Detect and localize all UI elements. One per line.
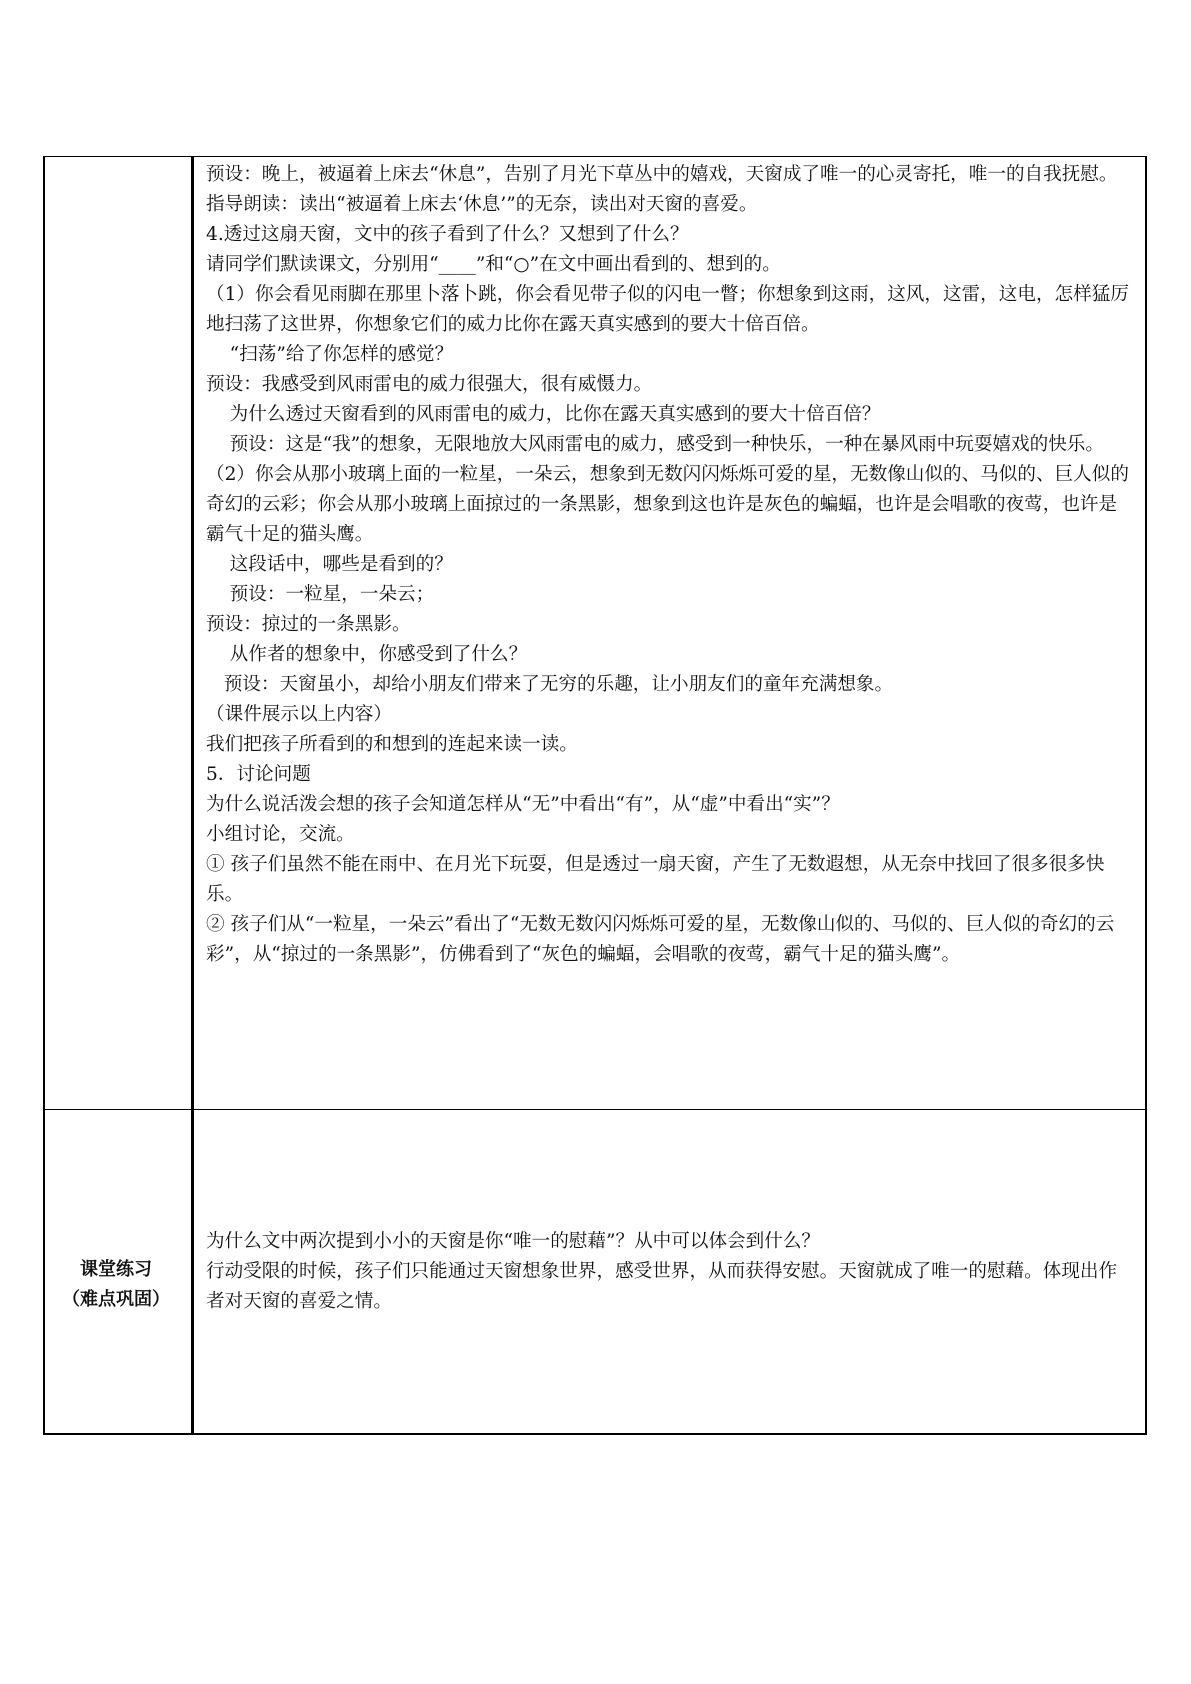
paragraph: （1）你会看见雨脚在那里卜落卜跳，你会看见带子似的闪电一瞥；你想象到这雨，这风，这雷，这电，怎样猛厉地扫荡了这世界，你想象它们的威力比你在露天真实感到的要大十倍百倍。 <box>206 284 1129 335</box>
paragraph: 预设：我感受到风雨雷电的威力很强大，很有威慑力。 <box>206 374 653 395</box>
paragraph: 预设：这是“我”的想象，无限地放大风雨雷电的威力，感受到一种快乐，一种在暴风雨中玩耍嬉戏的快乐。 <box>206 434 1104 455</box>
exercise-answer: 行动受限的时候，孩子们只能通过天窗想象世界，感受世界，从而获得安慰。天窗就成了唯一的慰藉。体现出作者对天窗的喜爱之情。 <box>206 1261 1118 1312</box>
paragraph: 从作者的想象中，你感受到了什么？ <box>206 644 528 665</box>
exercise-question: 为什么文中两次提到小小的天窗是你“唯一的慰藉”？从中可以体会到什么？ <box>206 1231 821 1252</box>
paragraph: 4.透过这扇天窗，文中的孩子看到了什么？又想到了什么？ <box>206 224 689 245</box>
paragraph: 预设：掠过的一条黑影。 <box>206 614 411 635</box>
exercise-label-line1: 课堂练习 <box>80 1259 152 1280</box>
paragraph: 我们把孩子所看到的和想到的连起来读一读。 <box>206 734 578 755</box>
exercise-label-line2: （难点巩固） <box>62 1289 170 1310</box>
exercise-section-label <box>43 1255 189 1315</box>
paragraph: 预设：一粒星，一朵云； <box>206 584 435 605</box>
paragraph: 为什么透过天窗看到的风雨雷电的威力，比你在露天真实感到的要大十倍百倍？ <box>206 404 881 425</box>
paragraph: 指导朗读：读出“被逼着上床去‘休息’”的无奈，读出对天窗的喜爱。 <box>206 194 758 215</box>
paragraph: （课件展示以上内容） <box>206 704 392 725</box>
teaching-process-cell <box>193 157 1147 1110</box>
exercise-content-cell <box>193 1110 1147 1435</box>
paragraph: 小组讨论，交流。 <box>206 824 355 845</box>
paragraph: （2）你会从那小玻璃上面的一粒星，一朵云，想象到无数闪闪烁烁可爱的星，无数像山似的、马似的、巨人似的奇幻的云彩；你会从那小玻璃上面掠过的一条黑影，想象到这也许是灰色的蝙蝠，也许是会唱歌的夜莺，也许是霸气十足的猫头鹰。 <box>206 464 1129 545</box>
paragraph: 为什么说活泼会想的孩子会知道怎样从“无”中看出“有”，从“虚”中看出“实”？ <box>206 794 840 815</box>
paragraph: “扫荡”给了你怎样的感觉？ <box>206 344 454 365</box>
paragraph: 请同学们默读课文，分别用“____”和“○”在文中画出看到的、想到的。 <box>206 254 781 275</box>
paragraph: 预设：晚上，被逼着上床去“休息”，告别了月光下草丛中的嬉戏，天窗成了唯一的心灵寄托，唯一的自我抚慰。 <box>206 164 1118 185</box>
exercise-content <box>194 1110 1145 1317</box>
paragraph: 5．讨论问题 <box>206 764 311 785</box>
teaching-process-row <box>44 157 1146 1110</box>
paragraph: ② 孩子们从“一粒星，一朵云”看出了“无数无数闪闪烁烁可爱的星，无数像山似的、马似的、巨人似的奇幻的云彩”，从“掠过的一条黑影”，仿佛看到了“灰色的蝙蝠，会唱歌的夜莺，霸气十足的猫头鹰”。 <box>206 914 1115 965</box>
paragraph: 这段话中，哪些是看到的？ <box>206 554 453 575</box>
section-label-cell-empty <box>44 157 193 1110</box>
paragraph: ① 孩子们虽然不能在雨中、在月光下玩耍，但是透过一扇天窗，产生了无数遐想，从无奈中找回了很多很多快乐。 <box>206 854 1105 905</box>
lesson-plan-table <box>43 156 1147 1435</box>
paragraph: 预设：天窗虽小，却给小朋友们带来了无穷的乐趣，让小朋友们的童年充满想象。 <box>206 674 894 695</box>
teaching-process-content <box>194 157 1145 970</box>
exercise-row <box>44 1110 1146 1435</box>
